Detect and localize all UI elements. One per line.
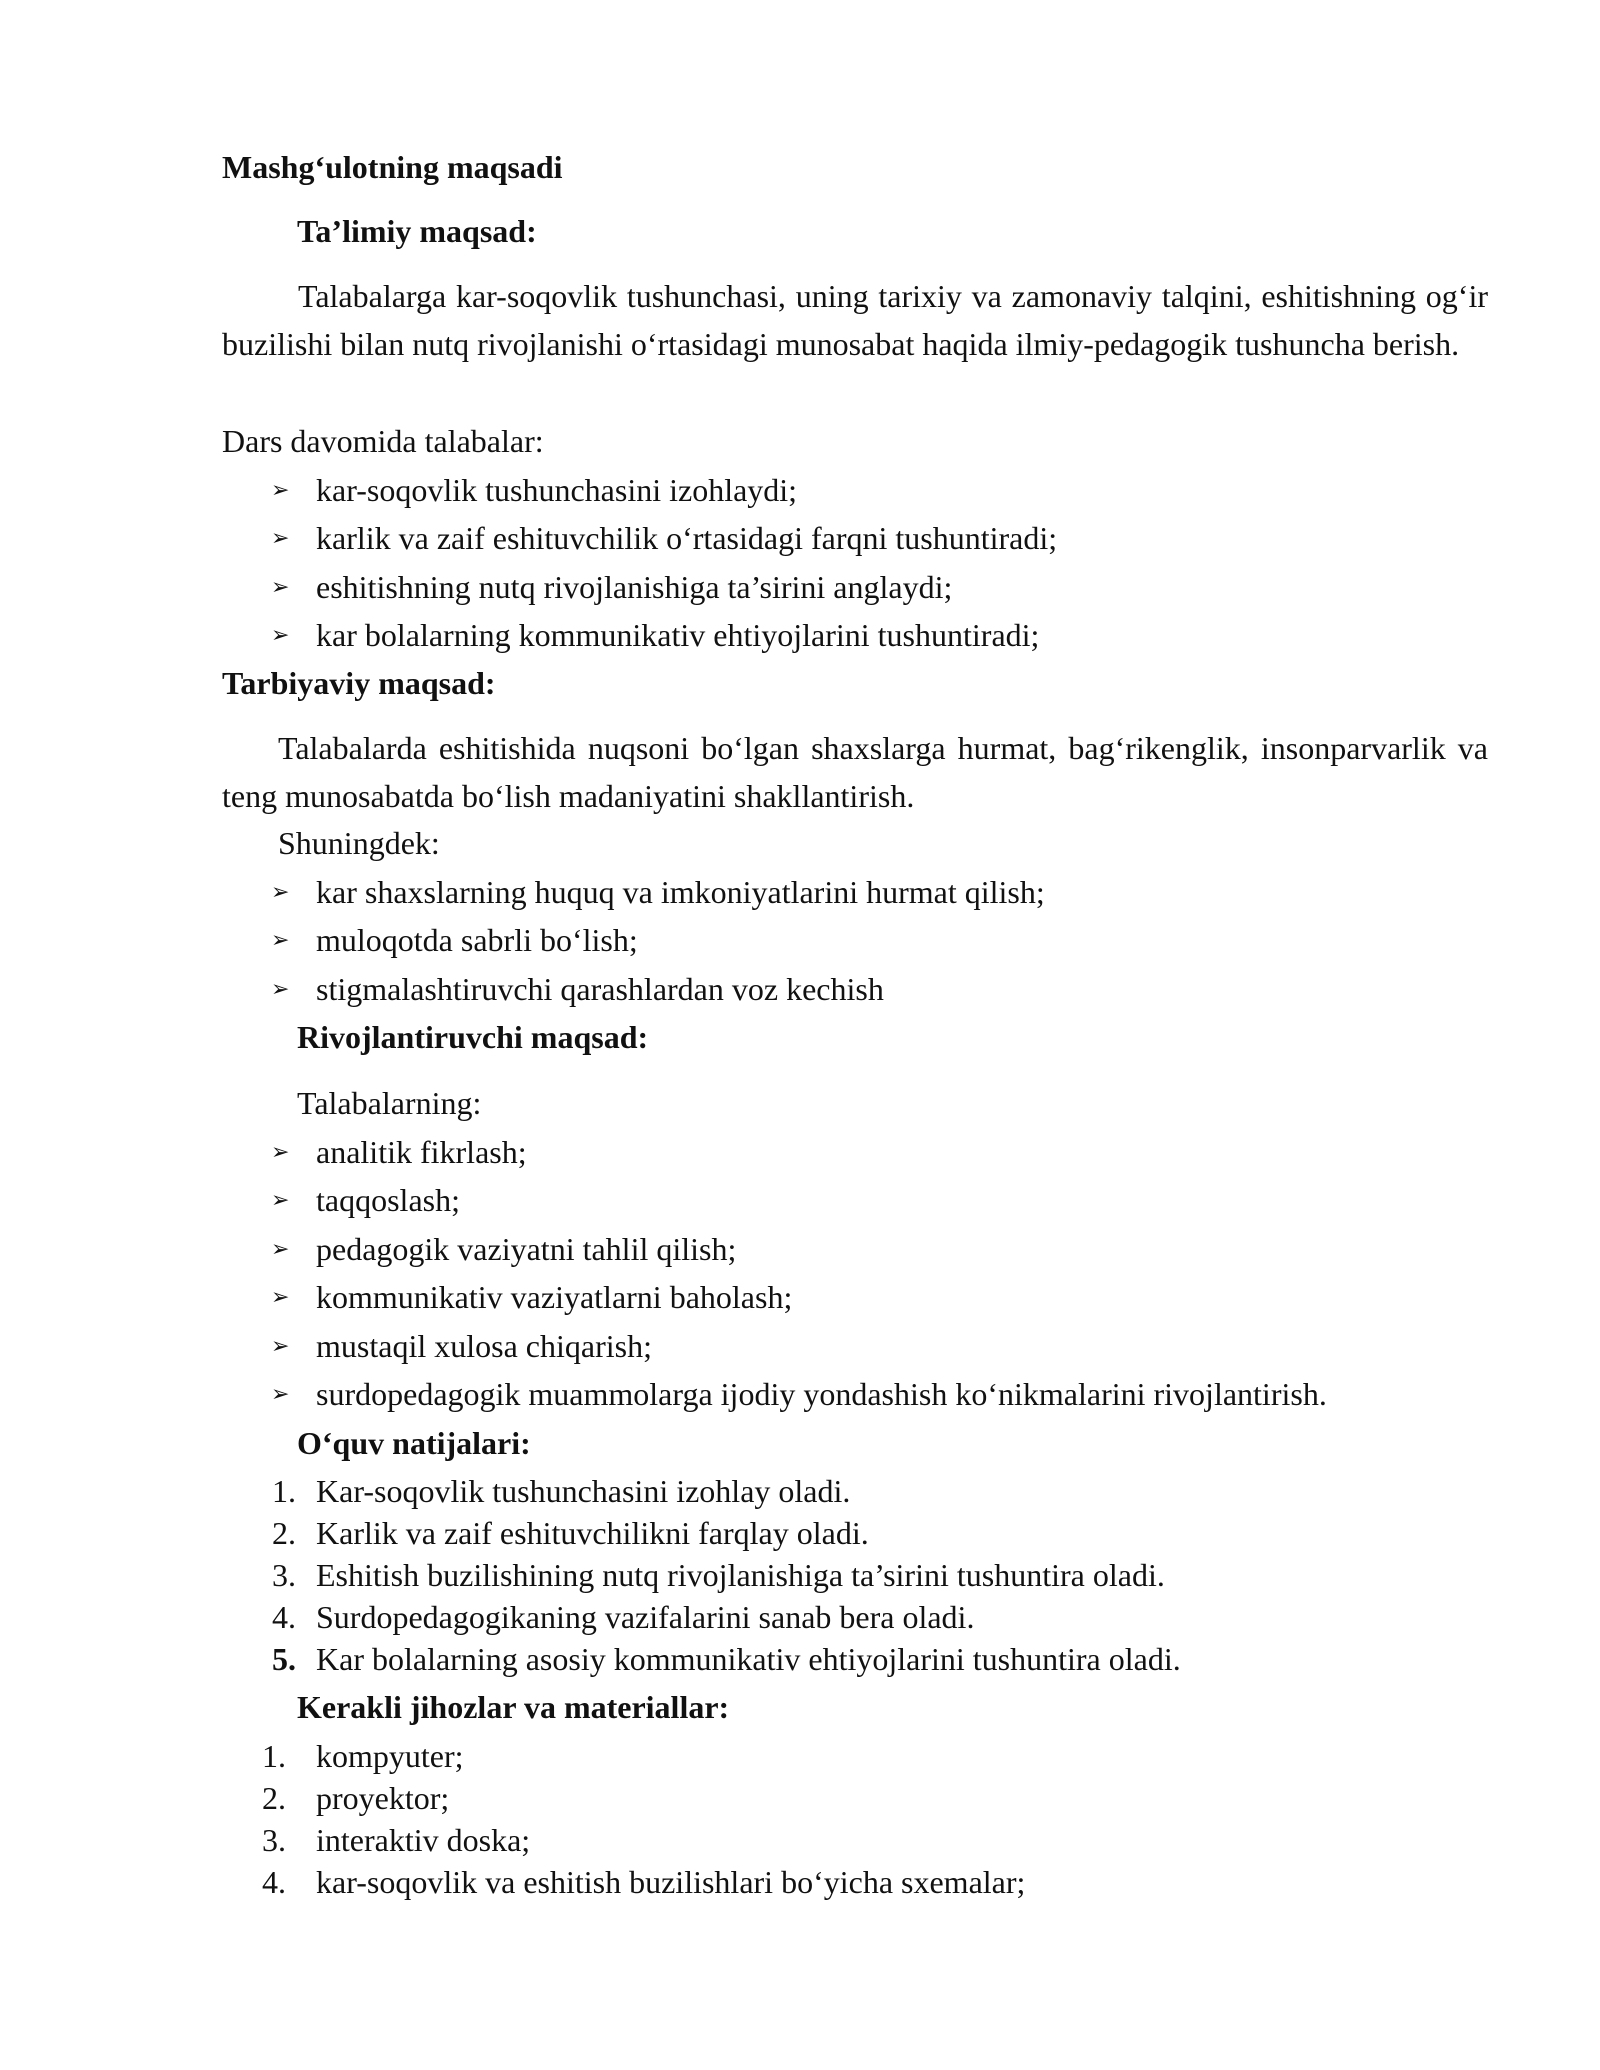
talimiy-paragraph: Talabalarga kar-soqovlik tushunchasi, uning tarixiy va zamonaviy talqini, eshitishning og‘ir buzilishi bilan nutq rivojlanishi o‘rtasidagi munosabat haqida ilmiy-pedagogik tushuncha berish. bbox=[222, 278, 1488, 362]
jihoz-number: 4. bbox=[262, 1864, 286, 1900]
talimiy-bullet-4: kar bolalarning kommunikativ ehtiyojlarini tushuntiradi; bbox=[316, 617, 1040, 653]
bullet-arrow-icon: ➢ bbox=[271, 880, 290, 905]
tarbiyaviy-paragraph: Talabalarda eshitishida nuqsoni bo‘lgan shaxslarga hurmat, bag‘rikenglik, insonparvarlik va teng munosabatda bo‘lish madaniyatini shakllantirish. bbox=[222, 730, 1488, 814]
tarbiyaviy-bullet-3: stigmalashtiruvchi qarashlardan voz kechish bbox=[316, 971, 884, 1007]
talimiy-bullet-3: eshitishning nutq rivojlanishiga ta’sirini anglaydi; bbox=[316, 569, 953, 605]
natija-number: 3. bbox=[272, 1557, 296, 1593]
bullet-arrow-icon: ➢ bbox=[271, 623, 290, 648]
bullet-arrow-icon: ➢ bbox=[271, 977, 290, 1002]
jihoz-item-3: interaktiv doska; bbox=[316, 1822, 531, 1858]
jihoz-number: 2. bbox=[262, 1780, 286, 1816]
talimiy-heading: Ta’limiy maqsad: bbox=[297, 213, 537, 249]
bullet-arrow-icon: ➢ bbox=[271, 478, 290, 503]
rivojlantiruvchi-bullet-4: kommunikativ vaziyatlarni baholash; bbox=[316, 1279, 793, 1315]
bullet-arrow-icon: ➢ bbox=[271, 1237, 290, 1262]
rivojlantiruvchi-intro: Talabalarning: bbox=[297, 1085, 482, 1121]
bullet-arrow-icon: ➢ bbox=[271, 1188, 290, 1213]
rivojlantiruvchi-heading: Rivojlantiruvchi maqsad: bbox=[297, 1019, 649, 1055]
talimiy-bullet-2: karlik va zaif eshituvchilik o‘rtasidagi farqni tushuntiradi; bbox=[316, 520, 1058, 556]
natija-number: 1. bbox=[272, 1473, 296, 1509]
bullet-arrow-icon: ➢ bbox=[271, 1285, 290, 1310]
rivojlantiruvchi-bullet-1: analitik fikrlash; bbox=[316, 1134, 527, 1170]
tarbiyaviy-intro: Shuningdek: bbox=[278, 825, 440, 861]
bullet-arrow-icon: ➢ bbox=[271, 575, 290, 600]
natija-item-5: Kar bolalarning asosiy kommunikativ ehtiyojlarini tushuntira oladi. bbox=[316, 1641, 1181, 1677]
jihozlar-heading: Kerakli jihozlar va materiallar: bbox=[297, 1689, 730, 1725]
jihoz-item-1: kompyuter; bbox=[316, 1738, 464, 1774]
talimiy-bullet-1: kar-soqovlik tushunchasini izohlaydi; bbox=[316, 472, 798, 508]
natija-number: 2. bbox=[272, 1515, 296, 1551]
tarbiyaviy-bullet-2: muloqotda sabrli bo‘lish; bbox=[316, 922, 638, 958]
rivojlantiruvchi-bullet-2: taqqoslash; bbox=[316, 1182, 460, 1218]
jihoz-number: 3. bbox=[262, 1822, 286, 1858]
bullet-arrow-icon: ➢ bbox=[271, 928, 290, 953]
rivojlantiruvchi-bullet-6: surdopedagogik muammolarga ijodiy yondashish ko‘nikmalarini rivojlantirish. bbox=[316, 1376, 1327, 1412]
bullet-arrow-icon: ➢ bbox=[271, 1382, 290, 1407]
natija-item-2: Karlik va zaif eshituvchilikni farqlay oladi. bbox=[316, 1515, 869, 1551]
natija-item-4: Surdopedagogikaning vazifalarini sanab bera oladi. bbox=[316, 1599, 975, 1635]
bullet-arrow-icon: ➢ bbox=[271, 1334, 290, 1359]
bullet-arrow-icon: ➢ bbox=[271, 1140, 290, 1165]
natija-item-1: Kar-soqovlik tushunchasini izohlay oladi. bbox=[316, 1473, 851, 1509]
jihoz-item-4: kar-soqovlik va eshitish buzilishlari bo‘yicha sxemalar; bbox=[316, 1864, 1026, 1900]
rivojlantiruvchi-bullet-5: mustaqil xulosa chiqarish; bbox=[316, 1328, 652, 1364]
main-heading: Mashg‘ulotning maqsadi bbox=[222, 149, 563, 185]
natija-number: 4. bbox=[272, 1599, 296, 1635]
talimiy-intro: Dars davomida talabalar: bbox=[222, 423, 544, 459]
jihoz-item-2: proyektor; bbox=[316, 1780, 450, 1816]
natijalar-heading: O‘quv natijalari: bbox=[297, 1425, 531, 1461]
bullet-arrow-icon: ➢ bbox=[271, 526, 290, 551]
tarbiyaviy-heading: Tarbiyaviy maqsad: bbox=[222, 665, 496, 701]
natija-item-3: Eshitish buzilishining nutq rivojlanishiga ta’sirini tushuntira oladi. bbox=[316, 1557, 1165, 1593]
rivojlantiruvchi-bullet-3: pedagogik vaziyatni tahlil qilish; bbox=[316, 1231, 737, 1267]
natija-number: 5. bbox=[272, 1641, 296, 1677]
jihoz-number: 1. bbox=[262, 1738, 286, 1774]
tarbiyaviy-bullet-1: kar shaxslarning huquq va imkoniyatlarini hurmat qilish; bbox=[316, 874, 1045, 910]
